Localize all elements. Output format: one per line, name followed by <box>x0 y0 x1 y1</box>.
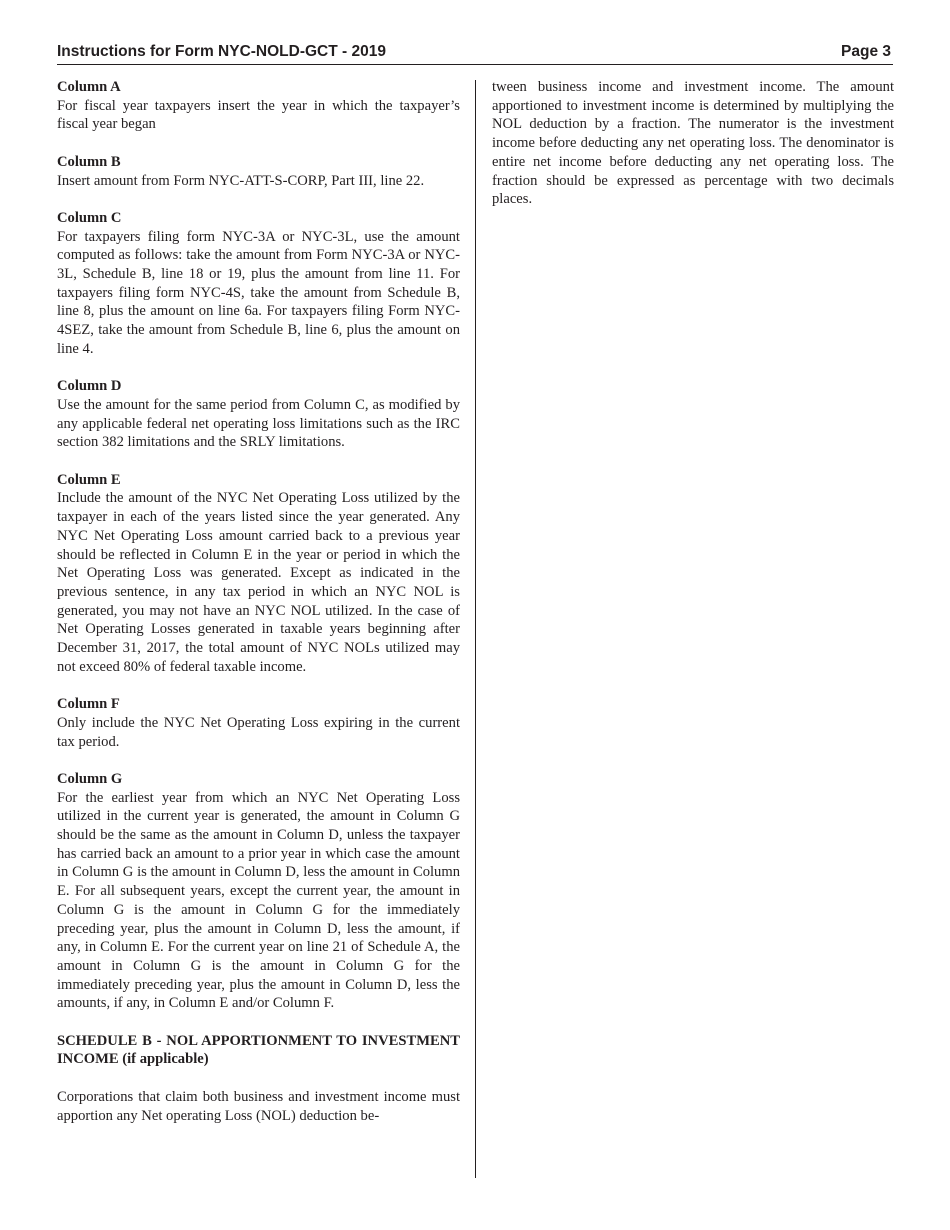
section-text: For the earliest year from which an NYC Net Operating Loss utilized in the current year is generated, the amount in Column G should be the same as the amount in Column D, unless the taxpayer has carried back an amount to a prior year in which case the amount in Column G is the amount in Column D, less the amount in Column E. For all subsequent years, except the current year, the amount in Column G is the amount in Column G for the immediately preceding year, plus the amount in Column D, less the amount, if any, in Column E. For the current year on line 21 of Schedule A, the amount in Column G is the amount in Column G for the immediately preceding year, plus the amount in Column D, less the amounts, if any, in Column E and/or Column F. <box>57 789 460 1012</box>
section-text: Only include the NYC Net Operating Loss expiring in the current tax period. <box>57 714 460 750</box>
section-heading: Column G <box>57 770 123 787</box>
section-schedule-b <box>57 1032 460 1126</box>
left-column <box>57 78 460 1144</box>
section-text: For taxpayers filing form NYC-3A or NYC-3L, use the amount computed as follows: take the amount from Form NYC-3A or NYC-3L, Schedule B, line 18 or 19, plus the amount from line 11. For taxpayers filing form NYC-4S, take the amount from Schedule B, line 8, plus the amount on line 6a. For taxpayers filing Form NYC-4SEZ, take the amount from Schedule B, line 6, plus the amount on line 4. <box>57 228 460 357</box>
section-text: Include the amount of the NYC Net Operating Loss utilized by the taxpayer in each of the years listed since the year generated. Any NYC Net Operating Loss amount carried back to a previous year should be reflected in Column E in the year or period in which the Net Operating Loss was generated. Except as indicated in the previous sentence, in any tax period in which an NYC NOL is generated, you may not have an NYC NOL utilized. In the case of Net Operating Losses generated in taxable years beginning after December 31, 2017, the total amount of NYC NOLs utilized may not exceed 80% of federal taxable income. <box>57 490 460 675</box>
document-title: Instructions for Form NYC-NOLD-GCT - 2019 <box>57 43 386 60</box>
section-heading: Column F <box>57 696 120 713</box>
section-column-f <box>57 695 460 751</box>
section-column-b <box>57 153 460 190</box>
right-column <box>492 78 894 209</box>
section-heading: Column E <box>57 471 121 488</box>
section-column-e <box>57 471 460 677</box>
column-divider <box>475 80 476 1178</box>
section-heading: Column A <box>57 79 121 95</box>
schedule-b-text-start: Corporations that claim both business and investment income must apportion any Net operating Loss (NOL) deduction be- <box>57 1088 460 1124</box>
page-header <box>57 42 893 65</box>
section-column-g <box>57 770 460 1013</box>
section-text: Use the amount for the same period from Column C, as modified by any applicable federal net operating loss limitations such as the IRC section 382 limitations and the SRLY limitations. <box>57 396 460 451</box>
section-heading: Column B <box>57 153 121 170</box>
section-heading: Column D <box>57 378 122 395</box>
schedule-b-heading: SCHEDULE B - NOL APPORTIONMENT TO INVESTMENT INCOME (if applicable) <box>57 1032 460 1068</box>
section-heading: Column C <box>57 209 122 226</box>
section-column-d <box>57 377 460 452</box>
section-text: Insert amount from Form NYC-ATT-S-CORP, Part III, line 22. <box>57 172 425 189</box>
section-text: For fiscal year taxpayers insert the year in which the taxpayer’s fiscal year began <box>57 97 460 133</box>
schedule-b-text-continued: tween business income and investment income. The amount apportioned to investment income is determined by multiplying the NOL deduction by a fraction. The numerator is the investment income before deducting any net operating loss. The denominator is entire net income before deducting any net operating loss. The fraction should be expressed as percentage with two decimals places. <box>492 79 894 208</box>
section-column-c <box>57 209 460 359</box>
section-column-a <box>57 78 460 134</box>
page-number: Page 3 <box>841 43 891 60</box>
